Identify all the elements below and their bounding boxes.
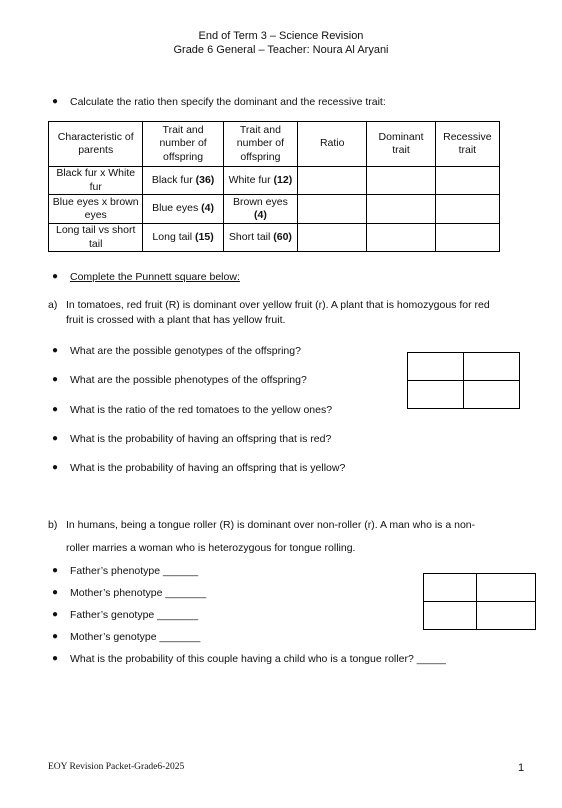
question-a3: What is the ratio of the red tomatoes to the yellow ones? bbox=[70, 404, 333, 416]
punnett-cell[interactable] bbox=[408, 353, 464, 381]
bullet: ● bbox=[52, 96, 59, 107]
punnett-cell[interactable] bbox=[424, 602, 477, 630]
parents-cell: Long tail vs short tail bbox=[49, 224, 143, 252]
table-row bbox=[49, 167, 500, 195]
bullet: ● bbox=[52, 631, 59, 642]
page-number: 1 bbox=[518, 762, 525, 774]
question-b4: Mother’s genotype _______ bbox=[70, 631, 201, 643]
bullet: ● bbox=[52, 462, 59, 473]
footer-text: EOY Revision Packet-Grade6-2025 bbox=[48, 762, 185, 772]
trait2-cell: White fur (12) bbox=[223, 167, 297, 195]
punnett-cell[interactable] bbox=[408, 381, 464, 409]
header-dominant: Dominant trait bbox=[367, 122, 435, 167]
recessive-answer-cell[interactable] bbox=[435, 167, 499, 195]
bullet: ● bbox=[52, 433, 59, 444]
ratio-table bbox=[48, 121, 500, 252]
recessive-answer-cell[interactable] bbox=[435, 195, 499, 224]
trait2-cell: Brown eyes (4) bbox=[223, 195, 297, 224]
question-a4: What is the probability of having an offspring that is red? bbox=[70, 433, 332, 445]
parents-cell: Black fur x White fur bbox=[49, 167, 143, 195]
header-trait-2: Trait and number of offspring bbox=[223, 122, 297, 167]
punnett-cell[interactable] bbox=[464, 353, 520, 381]
bullet: ● bbox=[52, 587, 59, 598]
parents-cell: Blue eyes x brown eyes bbox=[49, 195, 143, 224]
punnett-instruction: Complete the Punnett square below: bbox=[70, 271, 240, 283]
question-b3: Father’s genotype _______ bbox=[70, 609, 199, 621]
question-b2: Mother’s phenotype _______ bbox=[70, 587, 207, 599]
header-ratio: Ratio bbox=[298, 122, 367, 167]
question-b5: What is the probability of this couple having a child who is a tongue roller? _____ bbox=[70, 653, 446, 665]
trait2-cell: Short tail (60) bbox=[223, 224, 297, 252]
punnett-square-a bbox=[407, 352, 520, 409]
punnett-cell[interactable] bbox=[477, 574, 536, 602]
part-a-text-line2: fruit is crossed with a plant that has yellow fruit. bbox=[66, 314, 286, 326]
bullet: ● bbox=[52, 404, 59, 415]
trait1-cell: Blue eyes (4) bbox=[143, 195, 223, 224]
question-a5: What is the probability of having an offspring that is yellow? bbox=[70, 462, 346, 474]
dominant-answer-cell[interactable] bbox=[367, 167, 435, 195]
part-a-label: a) bbox=[48, 299, 58, 311]
dominant-answer-cell[interactable] bbox=[367, 224, 435, 252]
part-a-text-line1: In tomatoes, red fruit (R) is dominant over yellow fruit (r). A plant that is homozygous for red bbox=[66, 299, 490, 311]
punnett-square-b bbox=[423, 573, 536, 630]
table-header-row bbox=[49, 122, 500, 167]
part-b-text-line1: In humans, being a tongue roller (R) is dominant over non-roller (r). A man who is a non- bbox=[66, 519, 476, 531]
bullet: ● bbox=[52, 345, 59, 356]
bullet: ● bbox=[52, 609, 59, 620]
ratio-instruction: Calculate the ratio then specify the dominant and the recessive trait: bbox=[70, 96, 386, 108]
punnett-cell[interactable] bbox=[424, 574, 477, 602]
bullet: ● bbox=[52, 271, 59, 282]
ratio-answer-cell[interactable] bbox=[298, 167, 367, 195]
recessive-answer-cell[interactable] bbox=[435, 224, 499, 252]
ratio-answer-cell[interactable] bbox=[298, 224, 367, 252]
part-b-text-line2: roller marries a woman who is heterozygous for tongue rolling. bbox=[66, 542, 356, 554]
punnett-cell[interactable] bbox=[477, 602, 536, 630]
header-characteristic: Characteristic of parents bbox=[49, 122, 143, 167]
punnett-cell[interactable] bbox=[464, 381, 520, 409]
table-row bbox=[49, 224, 500, 252]
page-subtitle: Grade 6 General – Teacher: Noura Al Aryani bbox=[173, 44, 389, 56]
bullet: ● bbox=[52, 653, 59, 664]
part-b-label: b) bbox=[48, 519, 58, 531]
page-title: End of Term 3 – Science Revision bbox=[198, 30, 364, 42]
question-b1: Father’s phenotype ______ bbox=[70, 565, 199, 577]
table-row bbox=[49, 195, 500, 224]
question-a2: What are the possible phenotypes of the offspring? bbox=[70, 374, 307, 386]
bullet: ● bbox=[52, 374, 59, 385]
bullet: ● bbox=[52, 565, 59, 576]
header-trait-1: Trait and number of offspring bbox=[143, 122, 223, 167]
trait1-cell: Black fur (36) bbox=[143, 167, 223, 195]
question-a1: What are the possible genotypes of the offspring? bbox=[70, 345, 301, 357]
dominant-answer-cell[interactable] bbox=[367, 195, 435, 224]
header-recessive: Recessive trait bbox=[435, 122, 499, 167]
ratio-answer-cell[interactable] bbox=[298, 195, 367, 224]
trait1-cell: Long tail (15) bbox=[143, 224, 223, 252]
